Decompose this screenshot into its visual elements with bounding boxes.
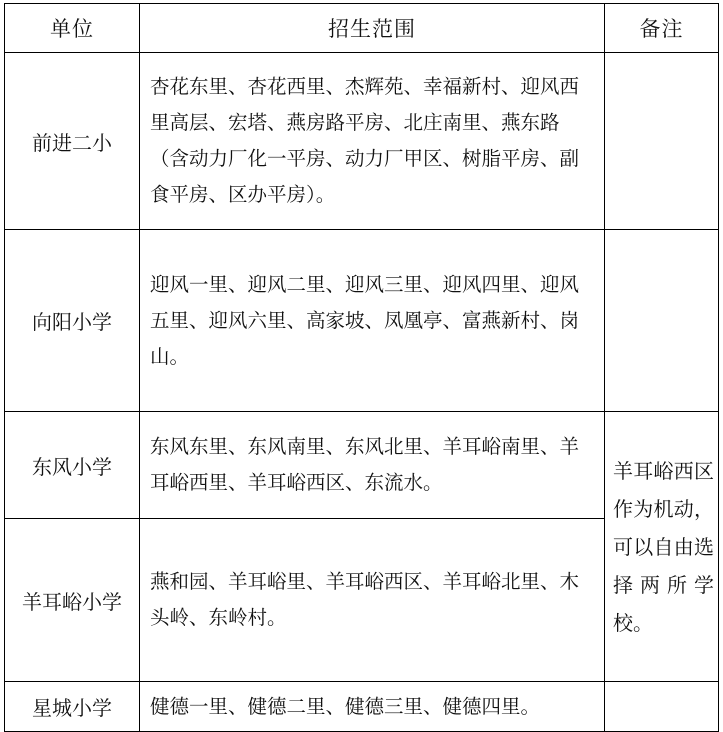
unit-cell: 星城小学: [5, 682, 140, 732]
scope-cell: 迎风一里、迎风二里、迎风三里、迎风四里、迎风五里、迎风六里、高家坡、凤凰亭、富燕新村、岗山。: [140, 230, 605, 412]
scope-cell: 燕和园、羊耳峪里、羊耳峪西区、羊耳峪北里、木头岭、东岭村。: [140, 519, 605, 682]
note-cell-empty: [605, 230, 719, 412]
unit-cell: 向阳小学: [5, 230, 140, 412]
note-cell-empty: [605, 53, 719, 230]
header-note: 备注: [605, 4, 719, 53]
table-row: [5, 682, 719, 732]
header-unit: 单位: [5, 4, 140, 53]
note-cell-empty: [605, 682, 719, 732]
header-scope: 招生范围: [140, 4, 605, 53]
unit-cell: 羊耳峪小学: [5, 519, 140, 682]
scope-cell: 健德一里、健德二里、健德三里、健德四里。: [140, 682, 605, 732]
unit-cell: 前进二小: [5, 53, 140, 230]
table-row: [5, 53, 719, 230]
scope-cell: 杏花东里、杏花西里、杰辉苑、幸福新村、迎风西里高层、宏塔、燕房路平房、北庄南里、燕东路（含动力厂化一平房、动力厂甲区、树脂平房、副食平房、区办平房）。: [140, 53, 605, 230]
table-row: [5, 230, 719, 412]
table-row: [5, 412, 719, 519]
note-cell-merged: 羊耳峪西区作为机动，可以自由选择两所学校。: [605, 412, 719, 682]
scope-cell: 东风东里、东风南里、东风北里、羊耳峪南里、羊耳峪西里、羊耳峪西区、东流水。: [140, 412, 605, 519]
enrollment-table: [4, 3, 719, 732]
unit-cell: 东风小学: [5, 412, 140, 519]
header-row: [5, 4, 719, 53]
